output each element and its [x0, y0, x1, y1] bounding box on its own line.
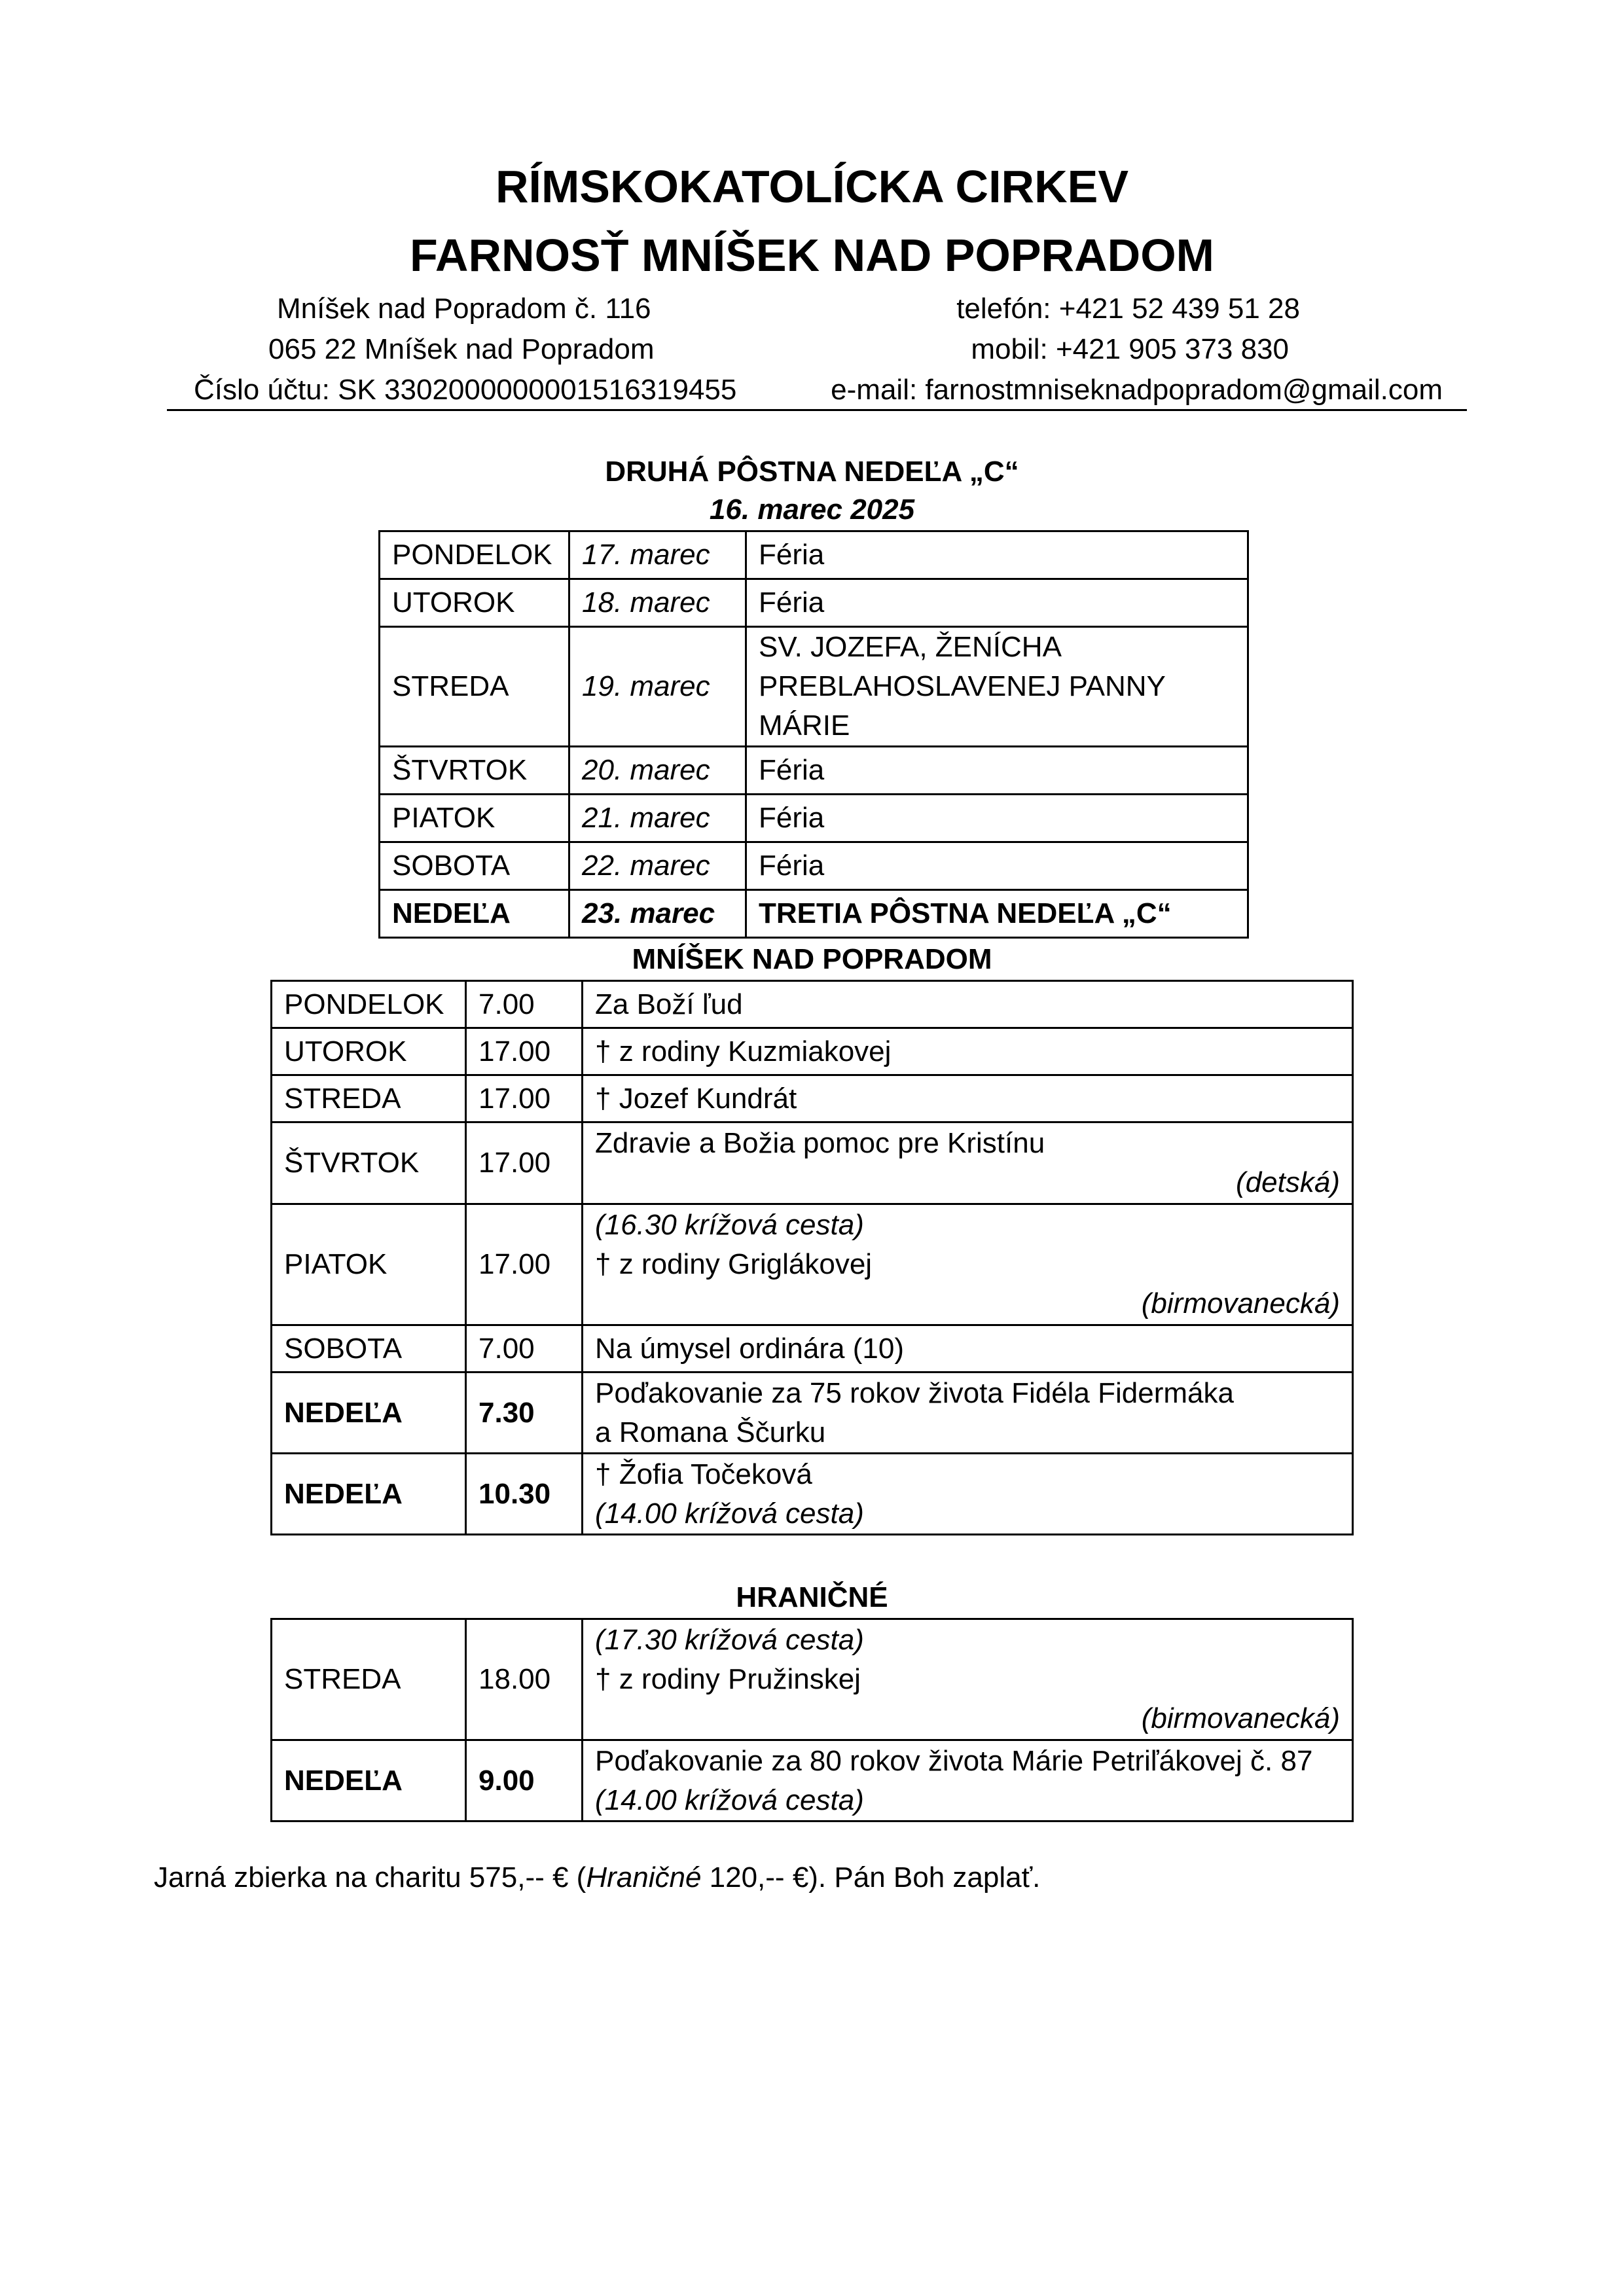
table-row	[380, 890, 1248, 938]
time-cell: 7.00	[466, 1325, 583, 1372]
day-cell: UTOROK	[272, 1028, 466, 1075]
day-cell: PIATOK	[272, 1204, 466, 1325]
table-row	[272, 1075, 1353, 1122]
table-row	[380, 531, 1248, 579]
intent-cell: Za Boží ľud	[583, 981, 1353, 1028]
note-text-2: 120,-- €). Pán Boh zaplať.	[701, 1861, 1041, 1893]
day-cell: NEDEĽA	[272, 1740, 466, 1821]
event-cell: Féria	[746, 579, 1248, 627]
date-cell: 23. marec	[569, 890, 746, 938]
day-cell: ŠTVRTOK	[272, 1122, 466, 1204]
intent-cell: † z rodiny Kuzmiakovej	[583, 1028, 1353, 1075]
day-cell: PIATOK	[380, 795, 569, 842]
intent-cell: † Jozef Kundrát	[583, 1075, 1353, 1122]
table-row	[272, 1028, 1353, 1075]
mass-note: (birmovanecká)	[1141, 1702, 1340, 1734]
intent-cell	[583, 1372, 1353, 1454]
table-row	[272, 1372, 1353, 1454]
day-cell: STREDA	[272, 1075, 466, 1122]
time-cell: 17.00	[466, 1122, 583, 1204]
intent-cell	[583, 1454, 1353, 1535]
day-cell: ŠTVRTOK	[380, 747, 569, 795]
phone: telefón: +421 52 439 51 28	[956, 293, 1300, 325]
table-row	[272, 1122, 1353, 1204]
table-row	[380, 579, 1248, 627]
intent-cell	[583, 1619, 1353, 1740]
day-cell: STREDA	[272, 1619, 466, 1740]
date-cell: 19. marec	[569, 627, 746, 747]
intent-text: † z rodiny Pružinskej	[595, 1663, 861, 1695]
day-cell: UTOROK	[380, 579, 569, 627]
event-cell	[746, 627, 1248, 747]
event-cell: Féria	[746, 531, 1248, 579]
time-cell: 18.00	[466, 1619, 583, 1740]
way-of-cross-note: (14.00 krížová cesta)	[595, 1497, 864, 1530]
time-cell: 10.30	[466, 1454, 583, 1535]
way-of-cross-note: (17.30 krížová cesta)	[595, 1624, 864, 1656]
day-cell: SOBOTA	[272, 1325, 466, 1372]
time-cell: 17.00	[466, 1075, 583, 1122]
mnisek-title: MNÍŠEK NAD POPRADOM	[632, 943, 992, 975]
event-cell: Féria	[746, 842, 1248, 890]
week-title: DRUHÁ PÔSTNA NEDEĽA „C“	[605, 456, 1019, 488]
intent-text: Zdravie a Božia pomoc pre Kristínu	[595, 1127, 1045, 1159]
table-row	[272, 1619, 1353, 1740]
table-row	[272, 1454, 1353, 1535]
time-cell: 7.30	[466, 1372, 583, 1454]
way-of-cross-note: (14.00 krížová cesta)	[595, 1784, 864, 1816]
parish-title-line1: RÍMSKOKATOLÍCKA CIRKEV	[495, 161, 1129, 212]
table-row	[272, 1740, 1353, 1821]
intent-text: † Žofia Točeková	[595, 1458, 812, 1490]
day-cell: NEDEĽA	[272, 1454, 466, 1535]
intent-line2: a Romana Ščurku	[595, 1416, 826, 1448]
header-divider	[167, 409, 1467, 411]
event-line1: SV. JOZEFA, ŽENÍCHA	[759, 631, 1062, 663]
day-cell: NEDEĽA	[272, 1372, 466, 1454]
day-cell: PONDELOK	[272, 981, 466, 1028]
time-cell: 17.00	[466, 1204, 583, 1325]
table-row	[272, 1325, 1353, 1372]
collection-note	[154, 1857, 1040, 1898]
date-cell: 21. marec	[569, 795, 746, 842]
address-line1: Mníšek nad Popradom č. 116	[277, 293, 651, 325]
table-row	[272, 1204, 1353, 1325]
table-row	[380, 627, 1248, 747]
week-table	[378, 530, 1249, 939]
table-row	[380, 842, 1248, 890]
event-cell: TRETIA PÔSTNA NEDEĽA „C“	[746, 890, 1248, 938]
intent-text: † z rodiny Griglákovej	[595, 1248, 873, 1280]
date-cell: 22. marec	[569, 842, 746, 890]
address-line2: 065 22 Mníšek nad Popradom	[268, 333, 655, 365]
account-number: Číslo účtu: SK 3302000000001516319455	[194, 374, 737, 406]
event-cell: Féria	[746, 747, 1248, 795]
table-row	[272, 981, 1353, 1028]
time-cell: 7.00	[466, 981, 583, 1028]
table-row	[380, 795, 1248, 842]
week-date: 16. marec 2025	[709, 493, 915, 526]
mobile: mobil: +421 905 373 830	[971, 333, 1289, 365]
day-cell: STREDA	[380, 627, 569, 747]
date-cell: 18. marec	[569, 579, 746, 627]
intent-cell	[583, 1740, 1353, 1821]
email: e-mail: farnostmniseknadpopradom@gmail.com	[831, 374, 1443, 406]
time-cell: 9.00	[466, 1740, 583, 1821]
date-cell: 20. marec	[569, 747, 746, 795]
mass-note: (detská)	[1236, 1166, 1340, 1198]
day-cell: PONDELOK	[380, 531, 569, 579]
event-line2: PREBLAHOSLAVENEJ PANNY MÁRIE	[759, 670, 1166, 742]
intent-cell: Na úmysel ordinára (10)	[583, 1325, 1353, 1372]
note-text-1: Jarná zbierka na charitu 575,-- € (	[154, 1861, 586, 1893]
intent-cell	[583, 1122, 1353, 1204]
intent-cell	[583, 1204, 1353, 1325]
time-cell: 17.00	[466, 1028, 583, 1075]
mnisek-table	[270, 980, 1354, 1535]
day-cell: NEDEĽA	[380, 890, 569, 938]
mass-note: (birmovanecká)	[1141, 1287, 1340, 1319]
way-of-cross-note: (16.30 krížová cesta)	[595, 1209, 864, 1241]
note-text-italic: Hraničné	[586, 1861, 702, 1893]
date-cell: 17. marec	[569, 531, 746, 579]
hranicne-title: HRANIČNÉ	[736, 1581, 888, 1613]
hranicne-table	[270, 1618, 1354, 1822]
event-cell: Féria	[746, 795, 1248, 842]
intent-line1: Poďakovanie za 75 rokov života Fidéla Fidermáka	[595, 1376, 1234, 1409]
day-cell: SOBOTA	[380, 842, 569, 890]
parish-title-line2: FARNOSŤ MNÍŠEK NAD POPRADOM	[410, 230, 1214, 281]
table-row	[380, 747, 1248, 795]
intent-text: Poďakovanie za 80 rokov života Márie Petriľákovej č. 87	[595, 1744, 1313, 1777]
